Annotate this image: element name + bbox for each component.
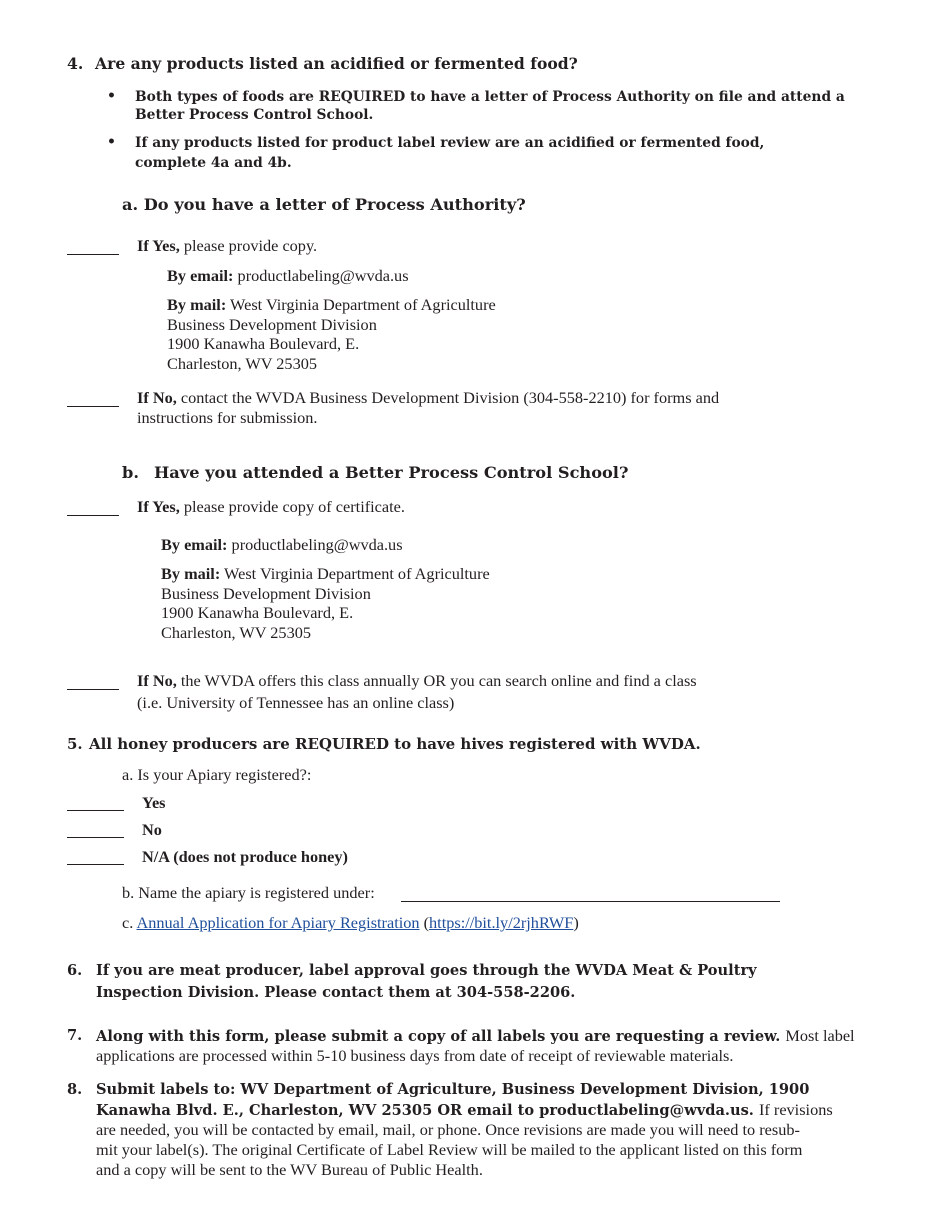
q6-line1: If you are meat producer, label approval goes through the WVDA Meat & Poultry <box>96 962 757 979</box>
q5b-question: b. Name the apiary is registered under: <box>122 883 375 902</box>
q4a-mail-address-2: Business Development Division <box>167 315 377 334</box>
q4b-email-line <box>161 535 403 555</box>
q4b-yes-label: If Yes, <box>137 497 180 516</box>
q4b-mail-line1 <box>161 564 490 584</box>
q5a-question: a. Is your Apiary registered?: <box>122 765 312 784</box>
q5-na-blank[interactable] <box>67 864 124 865</box>
q4a-no-line2: instructions for submission. <box>137 408 318 427</box>
q4-bullet-1-line2: Better Process Control School. <box>135 107 374 123</box>
q6-number: 6. <box>67 962 83 979</box>
q4b-no-blank[interactable] <box>67 689 119 690</box>
q5c-close-paren: ) <box>573 913 579 932</box>
q4b-title: Have you attended a Better Process Control School? <box>154 463 629 482</box>
q7-line1 <box>96 1026 855 1047</box>
q8-line3: are needed, you will be contacted by email, mail, or phone. Once revisions are made you will need to resub- <box>96 1120 800 1139</box>
q5c-letter: c. <box>122 913 134 932</box>
q4a-email-line <box>167 266 409 286</box>
q5-option-yes: Yes <box>142 793 166 812</box>
q4a-email-label: By email: <box>167 266 234 285</box>
q4b-yes-blank[interactable] <box>67 515 119 516</box>
q4a-mail-label: By mail: <box>167 295 227 314</box>
q4b-email-label: By email: <box>161 535 228 554</box>
q5-yes-blank[interactable] <box>67 810 124 811</box>
q4a-no-line1 <box>137 388 719 408</box>
q4a-mail-line1 <box>167 295 496 315</box>
q8-number: 8. <box>67 1081 83 1098</box>
bullet-dot: • <box>107 134 116 150</box>
q4a-title: a. Do you have a letter of Process Authority? <box>122 195 526 214</box>
q4a-mail-address-3: 1900 Kanawha Boulevard, E. <box>167 334 360 353</box>
q4a-yes-text: please provide copy. <box>183 236 318 255</box>
q4a-yes-blank[interactable] <box>67 254 119 255</box>
q4b-letter: b. <box>122 463 139 482</box>
q4b-yes-text: please provide copy of certificate. <box>183 497 405 516</box>
q5-no-blank[interactable] <box>67 837 124 838</box>
q4b-yes-line <box>137 497 405 517</box>
q4b-mail-address-4: Charleston, WV 25305 <box>161 623 311 642</box>
q4a-email-value: productlabeling@wvda.us <box>237 266 409 285</box>
q4b-no-label: If No, <box>137 671 177 690</box>
q4-bullet-1-line1: Both types of foods are REQUIRED to have a letter of Process Authority on file and attend a <box>135 89 845 105</box>
q5-option-no: No <box>142 820 162 839</box>
q4-bullet-2-line2: complete 4a and 4b. <box>135 155 292 171</box>
q4b-mail-address-1: West Virginia Department of Agriculture <box>224 564 490 583</box>
q4a-yes-label: If Yes, <box>137 236 180 255</box>
q8-line2 <box>96 1100 833 1121</box>
q8-line5: and a copy will be sent to the WV Bureau of Public Health. <box>96 1160 483 1179</box>
q7-number: 7. <box>67 1027 83 1044</box>
q4b-no-line2: (i.e. University of Tennessee has an online class) <box>137 693 455 712</box>
q5-number: 5. <box>67 735 83 753</box>
q4b-mail-label: By mail: <box>161 564 221 583</box>
q4b-no-text: the WVDA offers this class annually OR you can search online and find a class <box>180 671 697 690</box>
q4b-mail-address-3: 1900 Kanawha Boulevard, E. <box>161 603 354 622</box>
q5-title: All honey producers are REQUIRED to have hives registered with WVDA. <box>89 735 701 753</box>
q4-bullet-2-line1: If any products listed for product label review are an acidified or fermented food, <box>135 135 765 151</box>
q8-rest-text: If revisions <box>758 1100 833 1119</box>
q7-line2: applications are processed within 5-10 business days from date of receipt of reviewable materials. <box>96 1046 734 1065</box>
q4a-mail-address-4: Charleston, WV 25305 <box>167 354 317 373</box>
q5-option-na: N/A (does not produce honey) <box>142 847 348 866</box>
q7-rest-text: Most label <box>785 1026 855 1045</box>
q4-title: Are any products listed an acidified or fermented food? <box>95 54 578 73</box>
q4b-no-line1 <box>137 671 697 691</box>
apiary-url-link[interactable]: https://bit.ly/2rjhRWF <box>429 913 574 932</box>
bullet-dot: • <box>107 88 116 104</box>
q4b-email-value: productlabeling@wvda.us <box>231 535 403 554</box>
q5c-line <box>122 913 579 933</box>
q4a-no-blank[interactable] <box>67 406 119 407</box>
apiary-application-link[interactable]: Annual Application for Apiary Registration <box>136 913 420 932</box>
q4a-no-label: If No, <box>137 388 177 407</box>
q8-line1: Submit labels to: WV Department of Agriculture, Business Development Division, 1900 <box>96 1081 810 1098</box>
q5b-apiary-name-field[interactable] <box>401 901 780 902</box>
q7-bold-text: Along with this form, please submit a copy of all labels you are requesting a review. <box>96 1028 781 1045</box>
q6-line2: Inspection Division. Please contact them at 304-558-2206. <box>96 984 576 1001</box>
q4-number: 4. <box>67 54 84 73</box>
q4a-yes-line <box>137 236 317 256</box>
q5c-open-paren: ( <box>423 913 430 932</box>
q8-line4: mit your label(s). The original Certificate of Label Review will be mailed to the applicant listed on this form <box>96 1140 803 1159</box>
q4a-mail-address-1: West Virginia Department of Agriculture <box>230 295 496 314</box>
q4a-no-text: contact the WVDA Business Development Division (304-558-2210) for forms and <box>180 388 720 407</box>
q4b-mail-address-2: Business Development Division <box>161 584 371 603</box>
q8-bold-text-2: Kanawha Blvd. E., Charleston, WV 25305 OR email to productlabeling@wvda.us. <box>96 1102 754 1119</box>
